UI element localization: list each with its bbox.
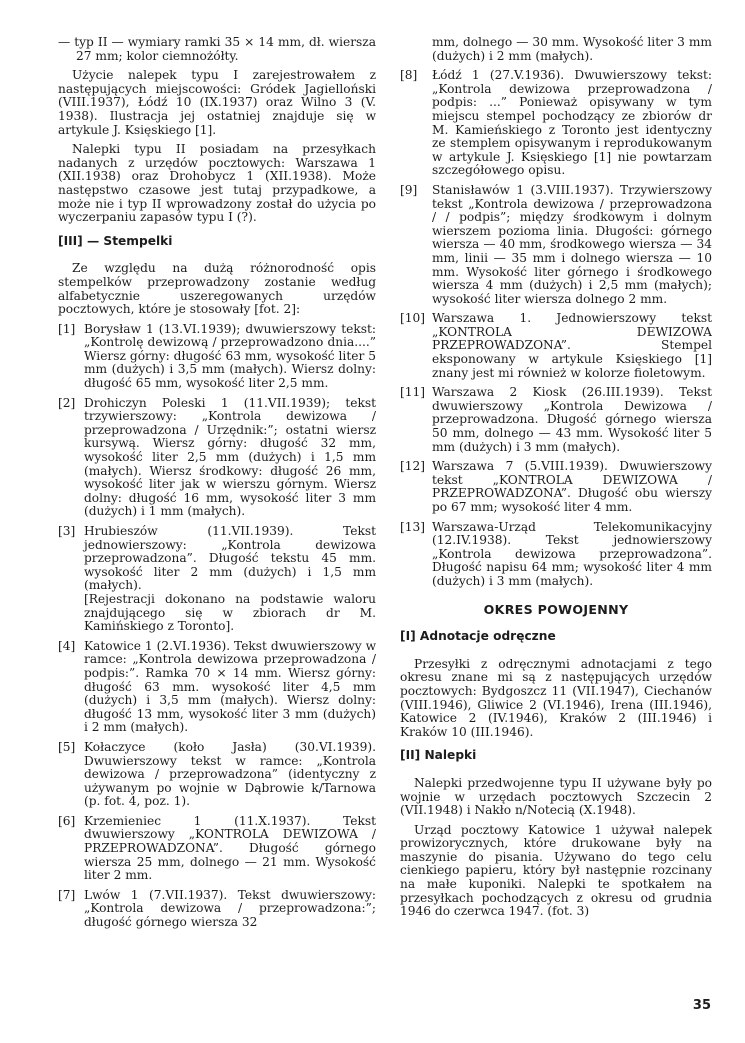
item-text: Krzemieniec 1 (11.X.1937). Tekst dwuwierszowy „KONTROLA DEWIZOWA / PRZEPROWADZONA”. Długość górnego wiersza 25 mm, dolnego — 21 mm. Wysokość liter 2 mm. (84, 813, 376, 883)
list-item (400, 386, 712, 454)
list-item (58, 815, 376, 883)
item-number: [7] (58, 887, 76, 902)
item-text: Borysław 1 (13.VI.1939); dwuwierszowy tekst: „Kontrolę dewizową / przeprowadzono dnia....” Wiersz górny: długość 63 mm, wysokość liter 5 mm (dużych) i 3,5 mm (małych). Wiersz dolny: długość 65 mm, wysokość liter 2,5 mm. (84, 321, 376, 391)
item-number: [1] (58, 321, 76, 336)
item-number: [11] (400, 385, 426, 400)
list-item (58, 323, 376, 391)
list-item (58, 889, 376, 930)
list-item (58, 640, 376, 735)
item-text: Stanisławów 1 (3.VIII.1937). Trzywierszowy tekst „Kontrola dewizowa / przeprowadzona / / podpis”; między środkowym i dolnym wierszem pozioma linia. Długości: górnego wiersza — 40 mm, środkowego wiersza — 34 mm, linii — 35 mm i dolnego wiersza — 10 mm. Wysokość liter górnego i środkowego wiersza 4 mm (dużych) i 2,5 mm (małych); wysokość liter wiersza dolnego 2 mm. (432, 182, 712, 306)
intro-line: — typ II — wymiary ramki 35 × 14 mm, dł. wiersza 27 mm; kolor ciemnożółty. (58, 35, 376, 63)
item-number: [4] (58, 638, 76, 653)
paragraph-annotations: Przesyłki z odręcznymi adnotacjami z tego okresu znane mi są z następujących urzędów pocztowych: Bydgoszcz 11 (VII.1947), Ciechanów (VIII.1946), Gliwice 2 (VI.1946), Irena (III.1946), Katowice 2 (IV.1946), Kraków 2 (III.1946) i Kraków 10 (III.1946). (400, 656, 712, 739)
item-number: [13] (400, 519, 426, 534)
section-heading-annotations: [I] Adnotacje odręczne (400, 629, 556, 644)
list-item (58, 525, 376, 634)
item-text: Warszawa-Urząd Telekomunikacyjny (12.IV.1938). Tekst jednowierszowy „Kontrola dewizowa przeprowadzona”. Długość napisu 64 mm; wysokość liter 4 mm (dużych) i 3 mm (małych). (432, 519, 712, 588)
item-text: Kołaczyce (koło Jasła) (30.VI.1939). Dwuwierszowy tekst w ramce: „Kontrola dewizowa / przeprowadzona” (identyczny z używanym po wojnie w Dąbrowie k/Tarnowa (p. fot. 4, poz. 1). (84, 739, 376, 809)
item-text: Warszawa 7 (5.VIII.1939). Dwuwierszowy tekst „KONTROLA DEWIZOWA / PRZEPROWADZONA”. Długość obu wierszy po 67 mm; wysokość liter 4 mm. (432, 459, 712, 514)
item-number: [10] (400, 311, 426, 326)
page-number: 35 (692, 998, 711, 1014)
list-item (400, 521, 712, 589)
section-stamps-intro: Ze względu na dużą różnorodność opis stempelków przeprowadzony zostanie według alfabetycznie uszeregowanych urzędów pocztowych, które je stosowały [fot. 2]: (58, 261, 376, 317)
list-item (400, 312, 712, 380)
section-heading-postwar: OKRES POWOJENNY (483, 601, 629, 617)
item-number: [2] (58, 395, 76, 410)
item-text: Hrubieszów (11.VII.1939). Tekst jednowierszowy: „Kontrola dewizowa przeprowadzona”. Długość tekstu 45 mm. wysokość liter 2 mm (dużych) i 1,5 mm (małych). (84, 524, 376, 593)
left-column (58, 36, 376, 936)
item-number: [6] (58, 813, 76, 828)
section-heading-labels: [II] Nalepki (400, 748, 477, 763)
section-heading-stamps: [III] — Stempelki (58, 233, 173, 248)
list-item (58, 741, 376, 809)
paragraph-labels-type1: Użycie nalepek typu I zarejestrowałem z następujących miejscowości: Gródek Jagielloński (VIII.1937), Łódź 10 (IX.1937) oraz Wilno 3 (V. 1938). Ilustracja jej ostatniej znajduje się w artykule J. Księskiego [1]. (58, 68, 376, 137)
item-text: Katowice 1 (2.VI.1936). Tekst dwuwierszowy w ramce: „Kontrola dewizowa przeprowadzona / podpis:”. Ramka 70 × 14 mm. Wiersz górny: długość 63 mm. wysokość liter 4,5 mm (dużych) i 3,5 mm (małych). Wiersz dolny: długość 13 mm, wysokość liter 3 mm (dużych) i 2 mm (małych). (84, 638, 376, 735)
item-note: [Rejestracji dokonano na podstawie waloru znajdującego się w zbiorach dr M. Kamińskiego z Toronto]. (84, 591, 376, 634)
item-number: [3] (58, 524, 76, 538)
item-text: Lwów 1 (7.VII.1937). Tekst dwuwierszowy: „Kontrola dewizowa / przeprowadzona:”; długość górnego wiersza 32 (84, 887, 376, 930)
item-number: [12] (400, 459, 426, 474)
continuation-text: mm, dolnego — 30 mm. Wysokość liter 3 mm (dużych) i 2 mm (małych). (432, 35, 712, 63)
item-number: [9] (400, 182, 418, 197)
list-item (400, 69, 712, 178)
paragraph-katowice-labels: Urząd pocztowy Katowice 1 używał nalepek prowizorycznych, które drukowane były na maszynie do pisania. Używano do tego celu cienkiego papieru, który był następnie rozcinany na małe kuponiki. Nalepki te spotkałem na przesyłkach pochodzących z okresu od grudnia 1946 do czerwca 1947. (fot. 3) (400, 822, 712, 919)
paragraph-labels-type2: Nalepki typu II posiadam na przesyłkach nadanych z urzędów pocztowych: Warszawa 1 (XII.1938) oraz Drohobycz 1 (XII.1938). Może następstwo czasowe jest tutaj przypadkowe, a może nie i typ II wprowadzony został do użycia po wyczerpaniu zapasów typu I (?). (58, 142, 376, 225)
item-text: Warszawa 1. Jednowierszowy tekst „KONTROLA DEWIZOWA PRZEPROWADZONA”. Stempel eksponowany w artykule Księskiego [1] znany jest mi również w kolorze fioletowym. (432, 311, 712, 380)
paragraph-labels-postwar: Nalepki przedwojenne typu II używane były po wojnie w urzędach pocztowych Szczecin 2 (VII.1948) i Nakło n/Notecią (X.1948). (400, 775, 712, 818)
item-number: [5] (58, 739, 76, 754)
item-number: [8] (400, 68, 418, 83)
item-text: Warszawa 2 Kiosk (26.III.1939). Tekst dwuwierszowy „Kontrola Dewizowa / przeprowadzona. Długość górnego wiersza 50 mm, dolnego — 43 mm. Wysokość liter 5 mm (dużych) i 3 mm (małych). (432, 385, 712, 454)
item-body (84, 525, 376, 634)
right-column (400, 36, 712, 925)
list-item (400, 460, 712, 514)
list-item (58, 397, 376, 519)
list-item (400, 184, 712, 306)
item-text: Drohiczyn Poleski 1 (11.VII.1939); tekst trzywierszowy: „Kontrola dewizowa / przeprowadzona / Urzędnik:”; ostatni wiersz kursywą. Wiersz górny: długość 32 mm, wysokość liter 2,5 mm (dużych) i 1,5 mm (małych). Wiersz środkowy: długość 26 mm, wysokość liter jak w wierszu górnym. Wiersz dolny: długość 16 mm, wysokość liter 3 mm (dużych) i 1 mm (małych). (84, 395, 376, 519)
item-text: Łódź 1 (27.V.1936). Dwuwierszowy tekst: „Kontrola dewizowa przeprowadzona / podpis: ...” Ponieważ opisywany w tym miejscu stempel pochodzący ze zbiorów dr M. Kamieńskiego z Toronto jest identyczny ze stemplem opisywanym i reprodukowanym w artykule J. Księskiego [1] nie powtarzam szczegółowego opisu. (432, 68, 712, 178)
